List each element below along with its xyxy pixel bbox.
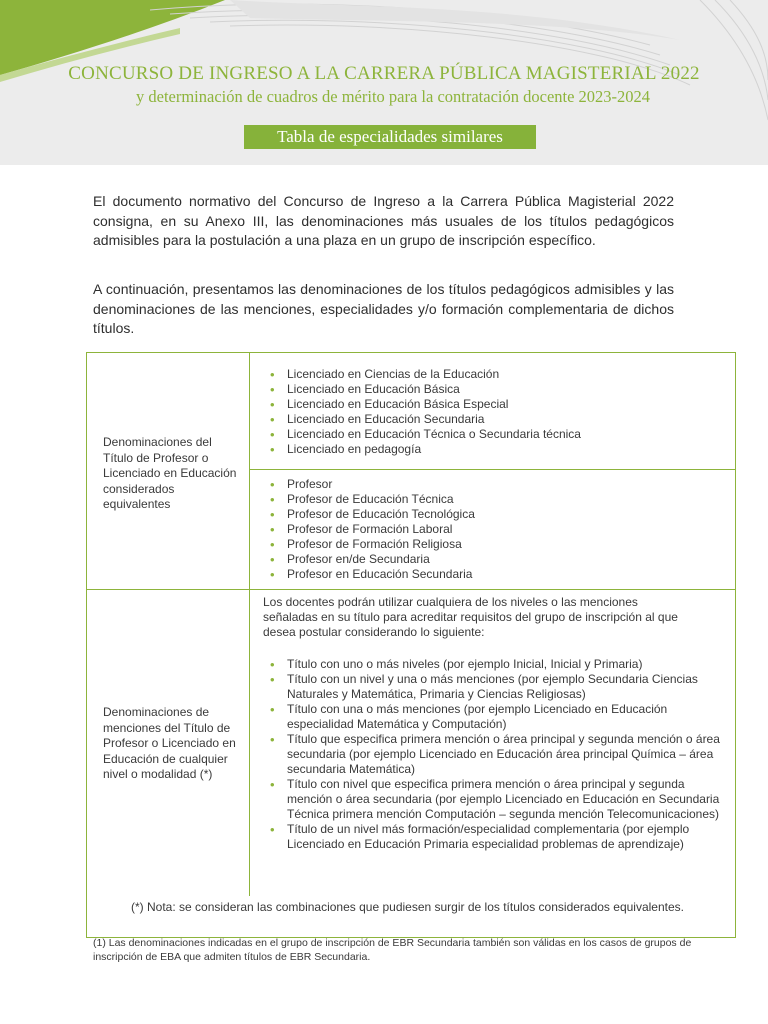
list-item: • Licenciado en Ciencias de la Educación	[268, 367, 708, 382]
list-item: • Profesor de Formación Laboral	[268, 522, 708, 537]
list-item: • Licenciado en Educación Básica	[268, 382, 708, 397]
page-subtitle: y determinación de cuadros de mérito para la contratación docente 2023-2024	[136, 87, 651, 106]
licenciado-list	[268, 367, 708, 457]
intro-paragraph-2: A continuación, presentamos las denominaciones de los títulos pedagógicos admisibles y las denominaciones de las menciones, especialidades y/o formación complementaria de dichos títulos.	[93, 281, 674, 336]
list-item: • Licenciado en Educación Secundaria	[268, 412, 708, 427]
list-item: • Profesor de Educación Tecnológica	[268, 507, 708, 522]
list-item: • Título con un nivel y una o más menciones (por ejemplo Secundaria Ciencias Naturales y Matemática, Primaria y Ciencias Religiosas)	[268, 672, 728, 702]
mentions-intro: Los docentes podrán utilizar cualquiera de los niveles o las menciones señaladas en su título para acreditar requisitos del grupo de inscripción al que desea postular considerando lo siguiente:	[263, 595, 678, 639]
row2-label: Denominaciones de menciones del Título de Profesor o Licenciado en Educación de cualquier nivel o modalidad (*)	[103, 705, 236, 781]
table-subrow-divider	[249, 469, 735, 470]
section-title: Tabla de especialidades similares	[244, 125, 536, 149]
table-column-divider	[249, 353, 250, 896]
table-row-divider	[87, 589, 735, 590]
row1-label: Denominaciones del Título de Profesor o Licenciado en Educación considerados equivalentes	[103, 435, 237, 511]
list-item: • Título de un nivel más formación/especialidad complementaria (por ejemplo Licenciado en Educación Primaria especialidad problemas de aprendizaje)	[268, 822, 728, 852]
list-item: • Licenciado en Educación Técnica o Secundaria técnica	[268, 427, 708, 442]
list-item: • Profesor	[268, 477, 708, 492]
list-item: • Profesor en Educación Secundaria	[268, 567, 708, 582]
list-item: • Profesor en/de Secundaria	[268, 552, 708, 567]
table-note: (*) Nota: se consideran las combinaciones que pudiesen surgir de los títulos considerados equivalentes.	[131, 900, 684, 914]
mentions-list	[268, 657, 728, 852]
list-item: • Título con nivel que especifica primera mención o área principal y segunda mención o área secundaria (por ejemplo Licenciado en Educación en Secundaria Técnica primera mención Computación – segunda mención Telecomunicaciones)	[268, 777, 728, 822]
profesor-list	[268, 477, 708, 582]
intro-paragraph-1: El documento normativo del Concurso de Ingreso a la Carrera Pública Magisterial 2022 consigna, en su Anexo III, las denominaciones más usuales de los títulos pedagógicos admisibles para la postulación a una plaza en un grupo de inscripción específico.	[93, 193, 674, 248]
list-item: • Profesor de Educación Técnica	[268, 492, 708, 507]
list-item: • Título con una o más menciones (por ejemplo Licenciado en Educación especialidad Matemática y Computación)	[268, 702, 728, 732]
list-item: • Licenciado en Educación Básica Especial	[268, 397, 708, 412]
list-item: • Profesor de Formación Religiosa	[268, 537, 708, 552]
page-title: CONCURSO DE INGRESO A LA CARRERA PÚBLICA MAGISTERIAL 2022	[68, 63, 700, 84]
list-item: • Licenciado en pedagogía	[268, 442, 708, 457]
footnote: (1) Las denominaciones indicadas en el grupo de inscripción de EBR Secundaria también son válidas en los casos de grupos de inscripción de EBA que admiten títulos de EBR Secundaria.	[93, 937, 692, 963]
list-item: • Título que especifica primera mención o área principal y segunda mención o área secundaria (por ejemplo Licenciado en Educación área principal Química – área secundaria Matemática)	[268, 732, 728, 777]
list-item: • Título con uno o más niveles (por ejemplo Inicial, Inicial y Primaria)	[268, 657, 728, 672]
